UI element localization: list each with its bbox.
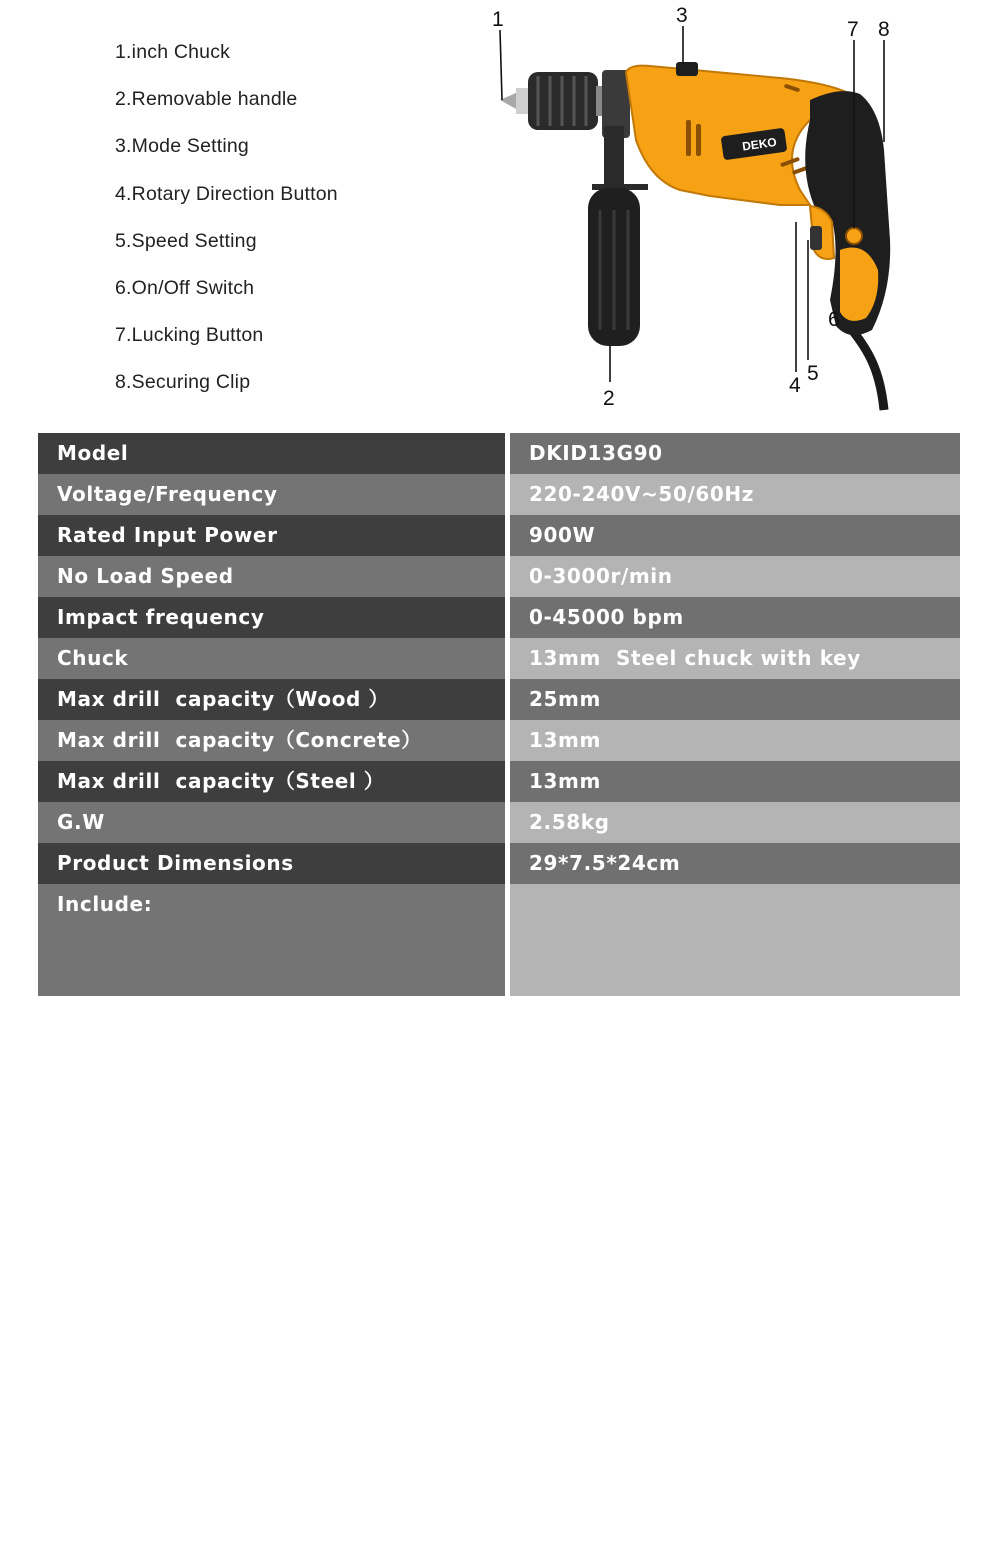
spec-value: 0-45000 bpm: [510, 597, 960, 638]
spec-row-power: [38, 515, 960, 556]
spec-label: Max drill capacity（Concrete）: [38, 720, 505, 761]
include-list: [529, 966, 960, 1480]
spec-label: Impact frequency: [38, 597, 505, 638]
locking-button: [846, 228, 862, 244]
spec-value: 13mm Steel chuck with key: [510, 638, 960, 679]
callout-1: 1: [492, 8, 504, 31]
spec-value: 900W: [510, 515, 960, 556]
spec-label: G.W: [38, 802, 505, 843]
direction-button: [810, 226, 822, 250]
spec-label: Max drill capacity（Wood ）: [38, 679, 505, 720]
spec-row-chuck: [38, 638, 960, 679]
mode-setting-button: [676, 62, 698, 76]
part-item: 8.Securing Clip: [115, 371, 251, 394]
callout-6: 6: [828, 308, 840, 331]
callout-2: 2: [603, 387, 615, 410]
chuck-nose: [516, 88, 530, 114]
spec-label: Voltage/Frequency: [38, 474, 505, 515]
spec-row-wood: [38, 679, 960, 720]
drill-illustration: [480, 0, 1000, 420]
callout-5: 5: [807, 362, 819, 385]
spec-value: 220-240V~50/60Hz: [510, 474, 960, 515]
spec-table: [38, 433, 960, 1398]
include-value: [510, 884, 960, 1398]
part-item: 5.Speed Setting: [115, 229, 257, 252]
spec-row-speed: [38, 556, 960, 597]
part-item: 6.On/Off Switch: [115, 276, 255, 299]
include-item: 1 pair of carbon brush: [529, 1374, 810, 1398]
spec-row-impact: [38, 597, 960, 638]
spec-value: DKID13G90: [510, 433, 960, 474]
spec-label: Include:: [38, 884, 505, 996]
callout-3: 3: [676, 4, 688, 27]
brand-logo: DEKO: [741, 134, 778, 154]
spec-row-include: [38, 884, 960, 1398]
callout-4: 4: [789, 374, 801, 397]
spec-label: Chuck: [38, 638, 505, 679]
part-item: 2.Removable handle: [115, 88, 298, 111]
callout-8: 8: [878, 18, 890, 41]
include-item: 1* depth gauge: [529, 1268, 724, 1292]
spec-label: No Load Speed: [38, 556, 505, 597]
spec-row-weight: [38, 802, 960, 843]
spec-value: 0-3000r/min: [510, 556, 960, 597]
parts-legend: [115, 38, 338, 416]
spec-value: 13mm: [510, 720, 960, 761]
spec-row-dimensions: [38, 843, 960, 884]
spec-value: 13mm: [510, 761, 960, 802]
leader-line-1: [500, 30, 502, 100]
spec-row-steel: [38, 761, 960, 802]
spec-label: Rated Input Power: [38, 515, 505, 556]
spec-label: Model: [38, 433, 505, 474]
callout-7: 7: [847, 18, 859, 41]
part-item: 1.inch Chuck: [115, 41, 231, 63]
spec-label: Max drill capacity（Steel ）: [38, 761, 505, 802]
part-item: 3.Mode Setting: [115, 135, 249, 158]
spec-row-voltage: [38, 474, 960, 515]
spec-row-concrete: [38, 720, 960, 761]
chuck-jaws: [500, 92, 518, 110]
power-cord: [852, 330, 884, 410]
include-item: 1* chuck key: [529, 1162, 689, 1186]
part-item: 4.Rotary Direction Button: [115, 182, 338, 205]
drill-drawing: [480, 0, 1000, 420]
include-item: 1* auxiliary handle: [529, 1056, 768, 1080]
spec-label: Product Dimensions: [38, 843, 505, 884]
spec-row-model: [38, 433, 960, 474]
spec-value: 29*7.5*24cm: [510, 843, 960, 884]
spec-value: 2.58kg: [510, 802, 960, 843]
part-item: 7.Lucking Button: [115, 324, 264, 347]
handle-neck: [604, 126, 624, 190]
spec-value: 25mm: [510, 679, 960, 720]
